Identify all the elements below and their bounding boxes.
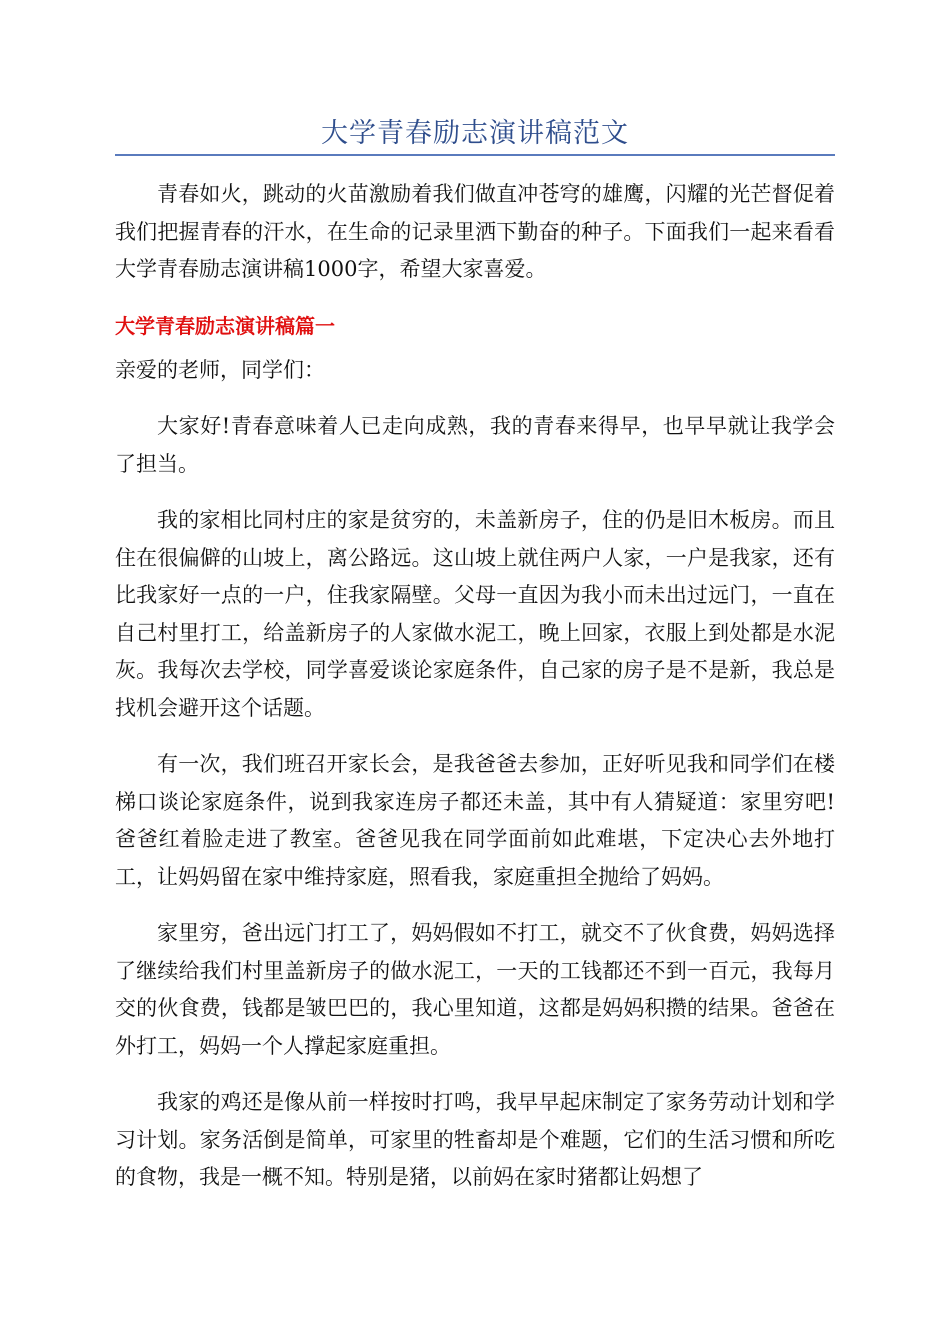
body-paragraph-4: 家里穷，爸出远门打工了，妈妈假如不打工，就交不了伙食费，妈妈选择了继续给我们村里盖新房子的做水泥工，一天的工钱都还不到一百元，我每月交的伙食费，钱都是皱巴巴的，我心里知道，这都是妈妈积攒的结果。爸爸在外打工，妈妈一个人撑起家庭重担。 — [115, 921, 835, 1058]
body-paragraph-2: 我的家相比同村庄的家是贫穷的，未盖新房子，住的仍是旧木板房。而且住在很偏僻的山坡上，离公路远。这山坡上就住两户人家，一户是我家，还有比我家好一点的一户，住我家隔壁。父母一直因为我小而未出过远门，一直在自己村里打工，给盖新房子的人家做水泥工，晚上回家，衣服上到处都是水泥灰。我每次去学校，同学喜爱谈论家庭条件，自己家的房子是不是新，我总是找机会避开这个话题。 — [115, 508, 835, 720]
document-title: 大学青春励志演讲稿范文 — [321, 118, 629, 149]
section-heading: 大学青春励志演讲稿篇一 — [115, 313, 335, 338]
body-paragraph-1: 大家好!青春意味着人已走向成熟，我的青春来得早，也早早就让我学会了担当。 — [115, 414, 835, 476]
body-paragraph-5: 我家的鸡还是像从前一样按时打鸣，我早早起床制定了家务劳动计划和学习计划。家务活倒是简单，可家里的牲畜却是个难题，它们的生活习惯和所吃的食物，我是一概不知。特别是猪，以前妈在家时猪都让妈想了 — [115, 1090, 835, 1189]
document-body — [115, 176, 835, 1216]
body-paragraph-3: 有一次，我们班召开家长会，是我爸爸去参加，正好听见我和同学们在楼梯口谈论家庭条件，说到我家连房子都还未盖，其中有人猜疑道：家里穷吧!爸爸红着脸走进了教室。爸爸见我在同学面前如此难堪，下定决心去外地打工，让妈妈留在家中维持家庭，照看我，家庭重担全抛给了妈妈。 — [115, 752, 835, 889]
intro-paragraph: 青春如火，跳动的火苗激励着我们做直冲苍穹的雄鹰，闪耀的光芒督促着我们把握青春的汗水，在生命的记录里洒下勤奋的种子。下面我们一起来看看大学青春励志演讲稿1000字，希望大家喜爱。 — [115, 182, 835, 281]
greeting-line: 亲爱的老师，同学们： — [115, 357, 325, 382]
title-underline — [115, 154, 835, 156]
